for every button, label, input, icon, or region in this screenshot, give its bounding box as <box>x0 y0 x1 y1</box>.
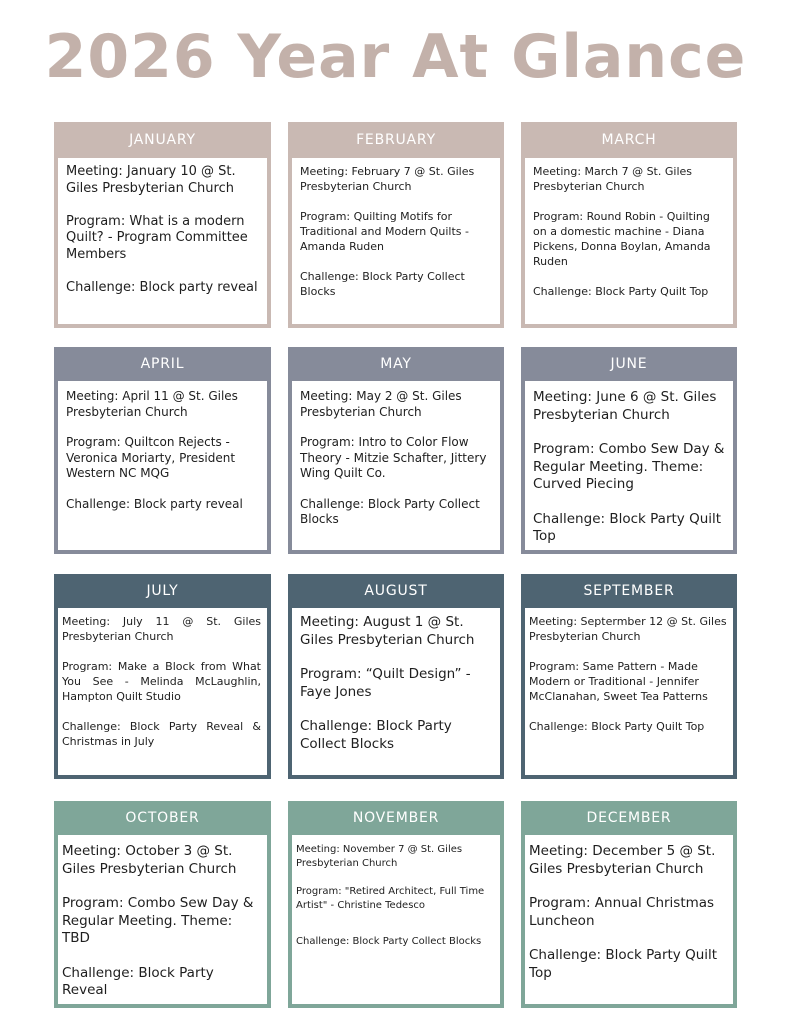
challenge-text: Challenge: Block Party Quilt Top <box>533 510 722 544</box>
month-body-august <box>300 614 494 770</box>
month-header-june: JUNE <box>521 347 737 381</box>
page-title: 2026 Year At Glance <box>44 22 747 92</box>
month-header-october: OCTOBER <box>54 801 271 835</box>
month-body-june <box>533 389 727 563</box>
month-card-april <box>54 347 271 554</box>
meeting-text: Meeting: July 11 @ St. Giles Presbyterian Church <box>62 615 261 643</box>
month-card-november <box>288 801 504 1008</box>
meeting-text: Meeting: February 7 @ St. Giles Presbyterian Church <box>300 165 475 193</box>
month-header-may: MAY <box>288 347 504 381</box>
meeting-text: Meeting: October 3 @ St. Giles Presbyterian Church <box>62 843 237 877</box>
month-card-march <box>521 122 737 328</box>
month-body-october <box>62 843 261 1017</box>
challenge-text: Challenge: Block Party Reveal <box>62 964 214 998</box>
challenge-text: Challenge: Block Party Quilt Top <box>529 947 718 981</box>
program-text: Program: "Retired Architect, Full Time Artist" - Christine Tedesco <box>296 886 485 911</box>
month-card-august <box>288 574 504 779</box>
meeting-text: Meeting: January 10 @ St. Giles Presbyterian Church <box>66 164 236 196</box>
month-card-january <box>54 122 271 328</box>
month-body-february <box>300 164 494 314</box>
month-card-may <box>288 347 504 554</box>
program-text: Program: Annual Christmas Luncheon <box>529 895 715 929</box>
meeting-text: Meeting: November 7 @ St. Giles Presbyterian Church <box>296 844 463 869</box>
program-text: Program: Quilting Motifs for Traditional and Modern Quilts - Amanda Ruden <box>300 210 469 253</box>
program-text: Program: What is a modern Quilt? - Program Committee Members <box>66 213 248 262</box>
month-body-april <box>66 389 261 527</box>
program-text: Program: Intro to Color Flow Theory - Mitzie Schafter, Jittery Wing Quilt Co. <box>300 435 487 480</box>
month-body-january <box>66 164 261 313</box>
month-card-september <box>521 574 737 779</box>
meeting-text: Meeting: December 5 @ St. Giles Presbyterian Church <box>529 843 716 877</box>
challenge-text: Challenge: Block Party Collect Blocks <box>300 270 465 298</box>
meeting-text: Meeting: March 7 @ St. Giles Presbyterian Church <box>533 165 692 193</box>
month-body-march <box>533 164 727 314</box>
program-text: Program: Combo Sew Day & Regular Meeting. Theme: TBD <box>62 895 254 946</box>
month-body-july <box>62 614 261 764</box>
program-text: Program: Quiltcon Rejects - Veronica Moriarty, President Western NC MQG <box>66 435 236 480</box>
challenge-text: Challenge: Block party reveal <box>66 279 258 295</box>
challenge-text: Challenge: Block Party Reveal & Christmas in July <box>62 720 261 748</box>
month-header-august: AUGUST <box>288 574 504 608</box>
month-header-december: DECEMBER <box>521 801 737 835</box>
month-body-september <box>529 614 727 749</box>
month-card-february <box>288 122 504 328</box>
challenge-text: Challenge: Block Party Quilt Top <box>533 285 709 298</box>
month-card-december <box>521 801 737 1008</box>
challenge-text: Challenge: Block Party Quilt Top <box>529 720 705 733</box>
challenge-text: Challenge: Block party reveal <box>66 496 243 511</box>
challenge-text: Challenge: Block Party Collect Blocks <box>296 936 482 947</box>
challenge-text: Challenge: Block Party Collect Blocks <box>300 496 480 526</box>
program-text: Program: Combo Sew Day & Regular Meeting. Theme: Curved Piecing <box>533 441 725 492</box>
meeting-text: Meeting: June 6 @ St. Giles Presbyterian Church <box>533 389 717 423</box>
month-card-october <box>54 801 271 1008</box>
month-header-july: JULY <box>54 574 271 608</box>
month-body-december <box>529 843 727 999</box>
meeting-text: Meeting: April 11 @ St. Giles Presbyterian Church <box>66 389 238 419</box>
program-text: Program: Round Robin - Quilting on a domestic machine - Diana Pickens, Donna Boylan, Amanda Ruden <box>533 210 711 268</box>
month-header-march: MARCH <box>521 122 737 158</box>
month-body-november <box>296 843 494 963</box>
month-card-june <box>521 347 737 554</box>
month-card-july <box>54 574 271 779</box>
meeting-text: Meeting: May 2 @ St. Giles Presbyterian Church <box>300 389 462 419</box>
program-text: Program: Make a Block from What You See - Melinda McLaughlin, Hampton Quilt Studio <box>62 660 261 703</box>
program-text: Program: Same Pattern - Made Modern or Traditional - Jennifer McClanahan, Sweet Tea Patterns <box>529 660 708 703</box>
month-header-september: SEPTEMBER <box>521 574 737 608</box>
challenge-text: Challenge: Block Party Collect Blocks <box>300 718 452 752</box>
month-body-may <box>300 389 494 543</box>
month-header-january: JANUARY <box>54 122 271 158</box>
meeting-text: Meeting: Septermber 12 @ St. Giles Presbyterian Church <box>529 615 727 643</box>
month-header-february: FEBRUARY <box>288 122 504 158</box>
month-header-november: NOVEMBER <box>288 801 504 835</box>
meeting-text: Meeting: August 1 @ St. Giles Presbyterian Church <box>300 614 475 648</box>
program-text: Program: “Quilt Design” - Faye Jones <box>300 666 471 700</box>
month-header-april: APRIL <box>54 347 271 381</box>
